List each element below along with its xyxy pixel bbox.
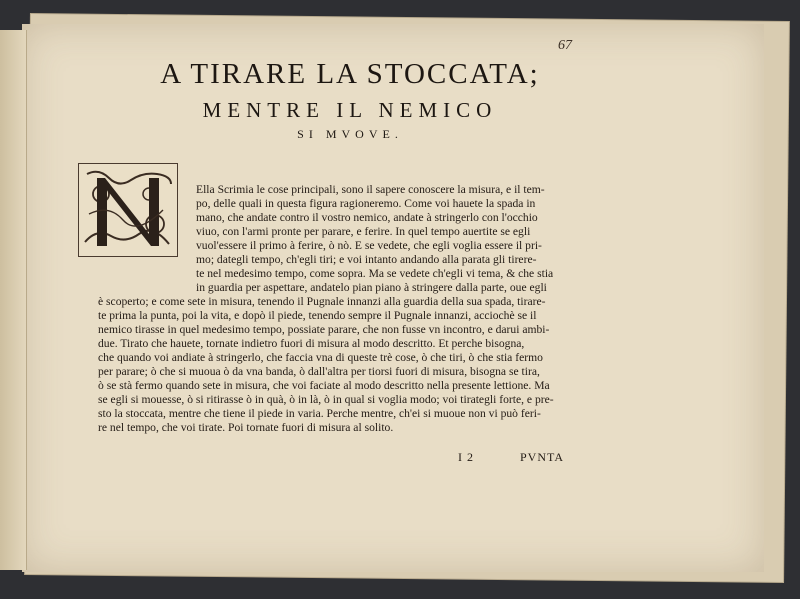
text-line: vuol'essere il primo à ferire, ò nò. E se vedete, che egli voglia essere il pri- xyxy=(196,239,542,252)
text-line: re nel tempo, che voi tirate. Poi tornate fuori di misura al solito. xyxy=(98,421,394,434)
text-line: po, delle quali in questa figura ragioneremo. Come voi hauete la spada in xyxy=(196,197,536,210)
text-line: nemico tirasse in quel medesimo tempo, possiate parare, che non fusse vn incontro, e darui ambi- xyxy=(98,323,550,336)
text-line: te nel medesimo tempo, come sopra. Ma se vedete ch'egli vi tema, & che stia xyxy=(196,267,554,280)
chapter-title-line-3: SI MVOVE. xyxy=(297,127,403,141)
text-line: mano, che andate contro il vostro nemico, andate à stringerlo con l'occhio xyxy=(196,211,538,224)
text-line: sto la stoccata, mentre che tiene il piede in varia. Perche mentre, ch'ei si muoue non vi può feri- xyxy=(98,407,541,420)
text-line: se egli si mouesse, ò si ritirasse ò in quà, ò in là, ò in qual si voglia modo; voi tirategli forte, e pre- xyxy=(98,393,554,406)
text-line: in guardia per aspettare, andatelo pian piano à stringere dalla parte, oue egli xyxy=(196,281,547,294)
text-line: viuo, con l'armi pronte per parare, e ferire. In quel tempo auertite se egli xyxy=(196,225,531,238)
text-line: che quando voi andiate à stringerlo, che faccia vna di queste trè cose, ò che tiri, ò che stia fermo xyxy=(98,351,543,364)
folio-number: 67 xyxy=(558,38,572,53)
chapter-title-line-2: MENTRE IL NEMICO xyxy=(202,98,498,122)
text-line: è scoperto; e come sete in misura, tenendo il Pugnale innanzi alla guardia della sua spada, tirare- xyxy=(98,295,546,308)
text-line: Ella Scrimia le cose principali, sono il sapere conoscere la misura, e il tem- xyxy=(196,183,545,196)
signature-mark: I 2 xyxy=(458,450,474,464)
catchword: PVNTA xyxy=(520,450,565,464)
text-line: ò se stà fermo quando sete in misura, che voi faciate al modo descritto nella presente lettione. Ma xyxy=(98,379,550,392)
text-line: mo; dategli tempo, ch'egli tiri; e voi intanto andando alla parata gli tirere- xyxy=(196,253,537,266)
text-line: due. Tirato che hauete, tornate indietro fuori di misura al modo descritto. Et perche bisogna, xyxy=(98,337,525,350)
text-line: te prima la punta, poi la vita, e dopò il piede, tenendo sempre il Pugnale innanzi, acciochè se il xyxy=(98,309,537,322)
text-line: per parare; ò che si muoua ò da vna banda, ò dall'altra per tiorsi fuori di misura, bisogna se tira, xyxy=(98,365,540,378)
chapter-title-line-1: A TIRARE LA STOCCATA; xyxy=(160,58,540,90)
